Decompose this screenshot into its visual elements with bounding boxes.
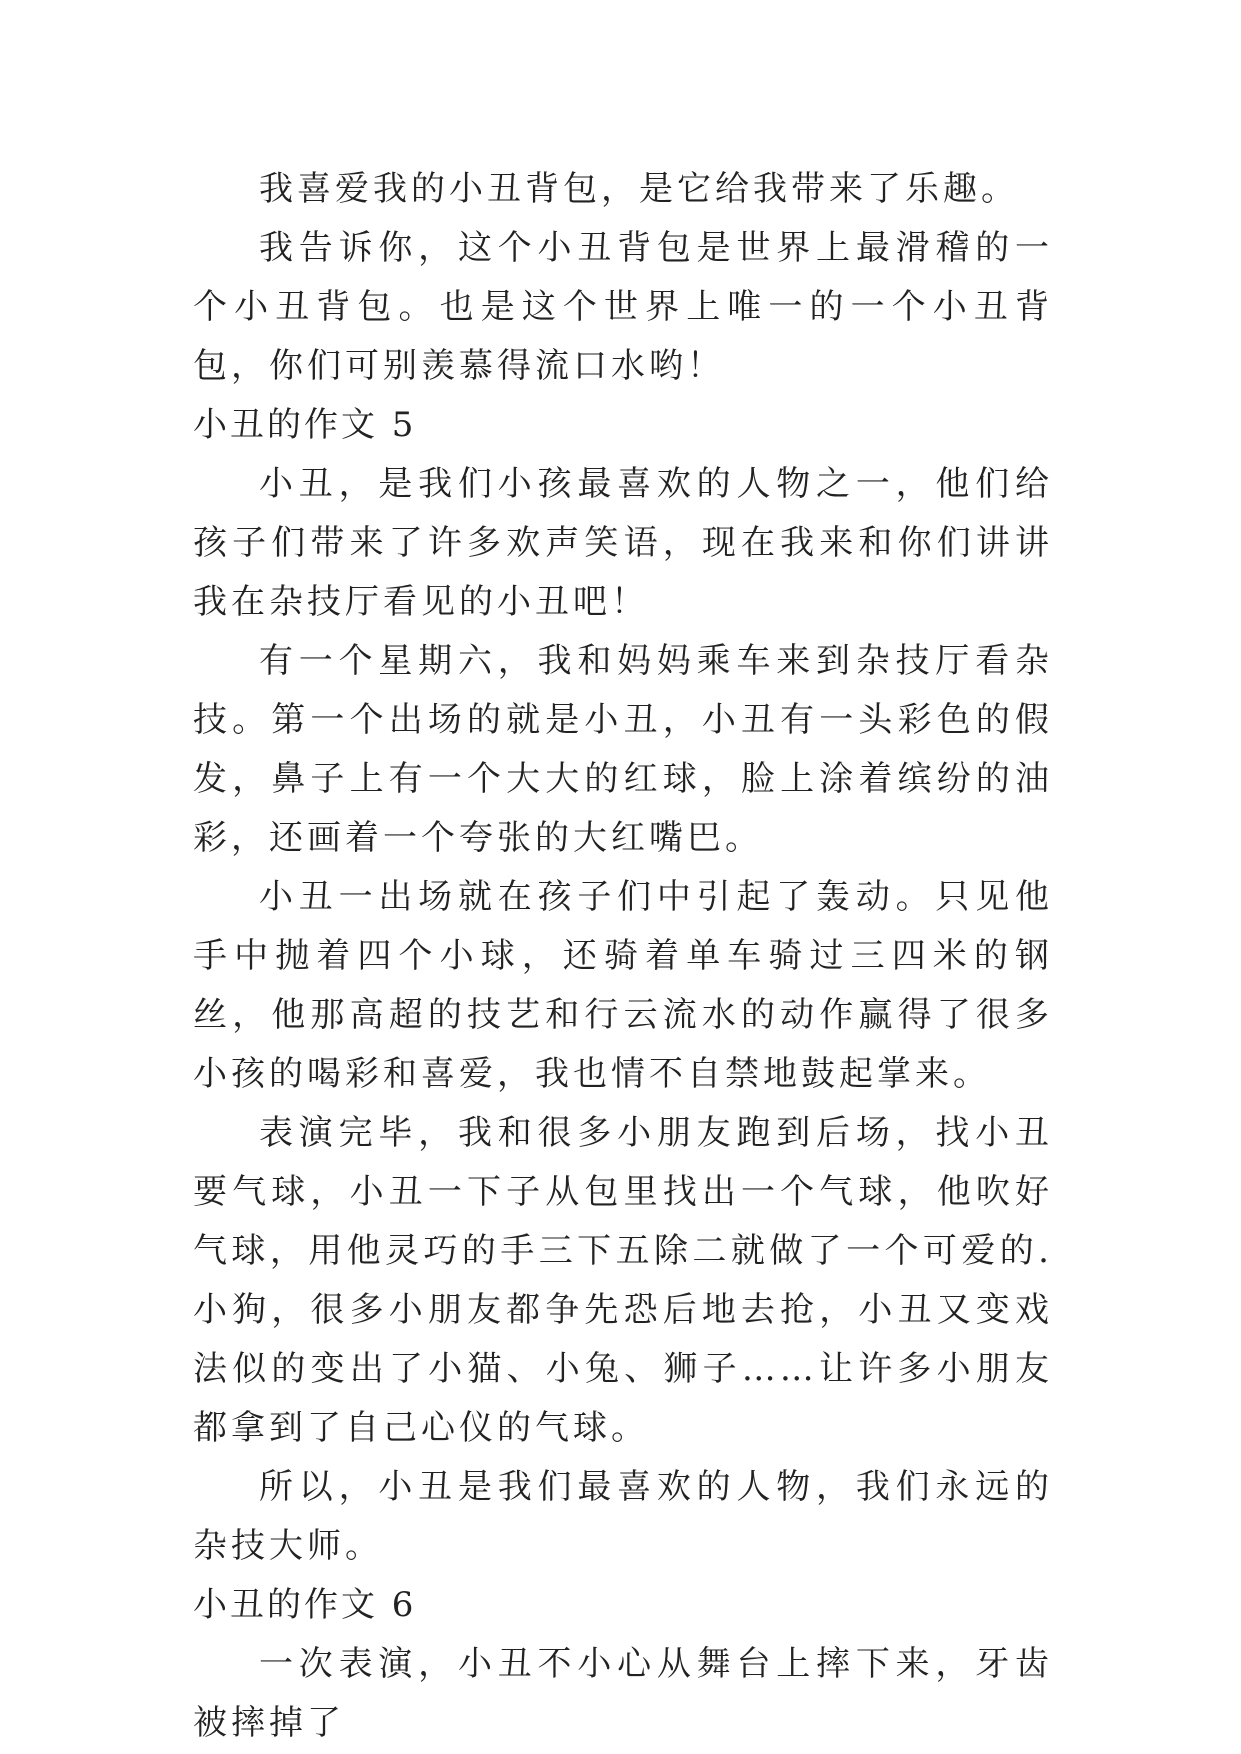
paragraph: 小丑一出场就在孩子们中引起了轰动。只见他手中抛着四个小球，还骑着单车骑过三四米的钢丝，他那高超的技艺和行云流水的动作赢得了很多小孩的喝彩和喜爱，我也情不自禁地鼓起掌来。	[193, 877, 1053, 1094]
document-body	[193, 160, 1053, 1753]
paragraph: 所以，小丑是我们最喜欢的人物，我们永远的杂技大师。	[193, 1467, 1053, 1566]
section-heading: 小丑的作文 6	[193, 1585, 417, 1625]
paragraph: 我喜爱我的小丑背包，是它给我带来了乐趣。	[259, 169, 1019, 209]
paragraph: 小丑，是我们小孩最喜欢的人物之一，他们给孩子们带来了许多欢声笑语，现在我来和你们讲讲我在杂技厅看见的小丑吧！	[193, 464, 1053, 622]
paragraph: 有一个星期六，我和妈妈乘车来到杂技厅看杂技。第一个出场的就是小丑，小丑有一头彩色的假发，鼻子上有一个大大的红球，脸上涂着缤纷的油彩，还画着一个夸张的大红嘴巴。	[193, 641, 1053, 858]
paragraph: 表演完毕，我和很多小朋友跑到后场，找小丑要气球，小丑一下子从包里找出一个气球，他吹好气球，用他灵巧的手三下五除二就做了一个可爱的.小狗，很多小朋友都争先恐后地去抢，小丑又变戏法似的变出了小猫、小兔、狮子……让许多小朋友都拿到了自己心仪的气球。	[193, 1113, 1053, 1448]
section-heading: 小丑的作文 5	[193, 405, 417, 445]
paragraph: 我告诉你，这个小丑背包是世界上最滑稽的一个小丑背包。也是这个世界上唯一的一个小丑背包，你们可别羡慕得流口水哟！	[193, 228, 1053, 386]
paragraph: 一次表演，小丑不小心从舞台上摔下来，牙齿被摔掉了	[193, 1644, 1053, 1743]
